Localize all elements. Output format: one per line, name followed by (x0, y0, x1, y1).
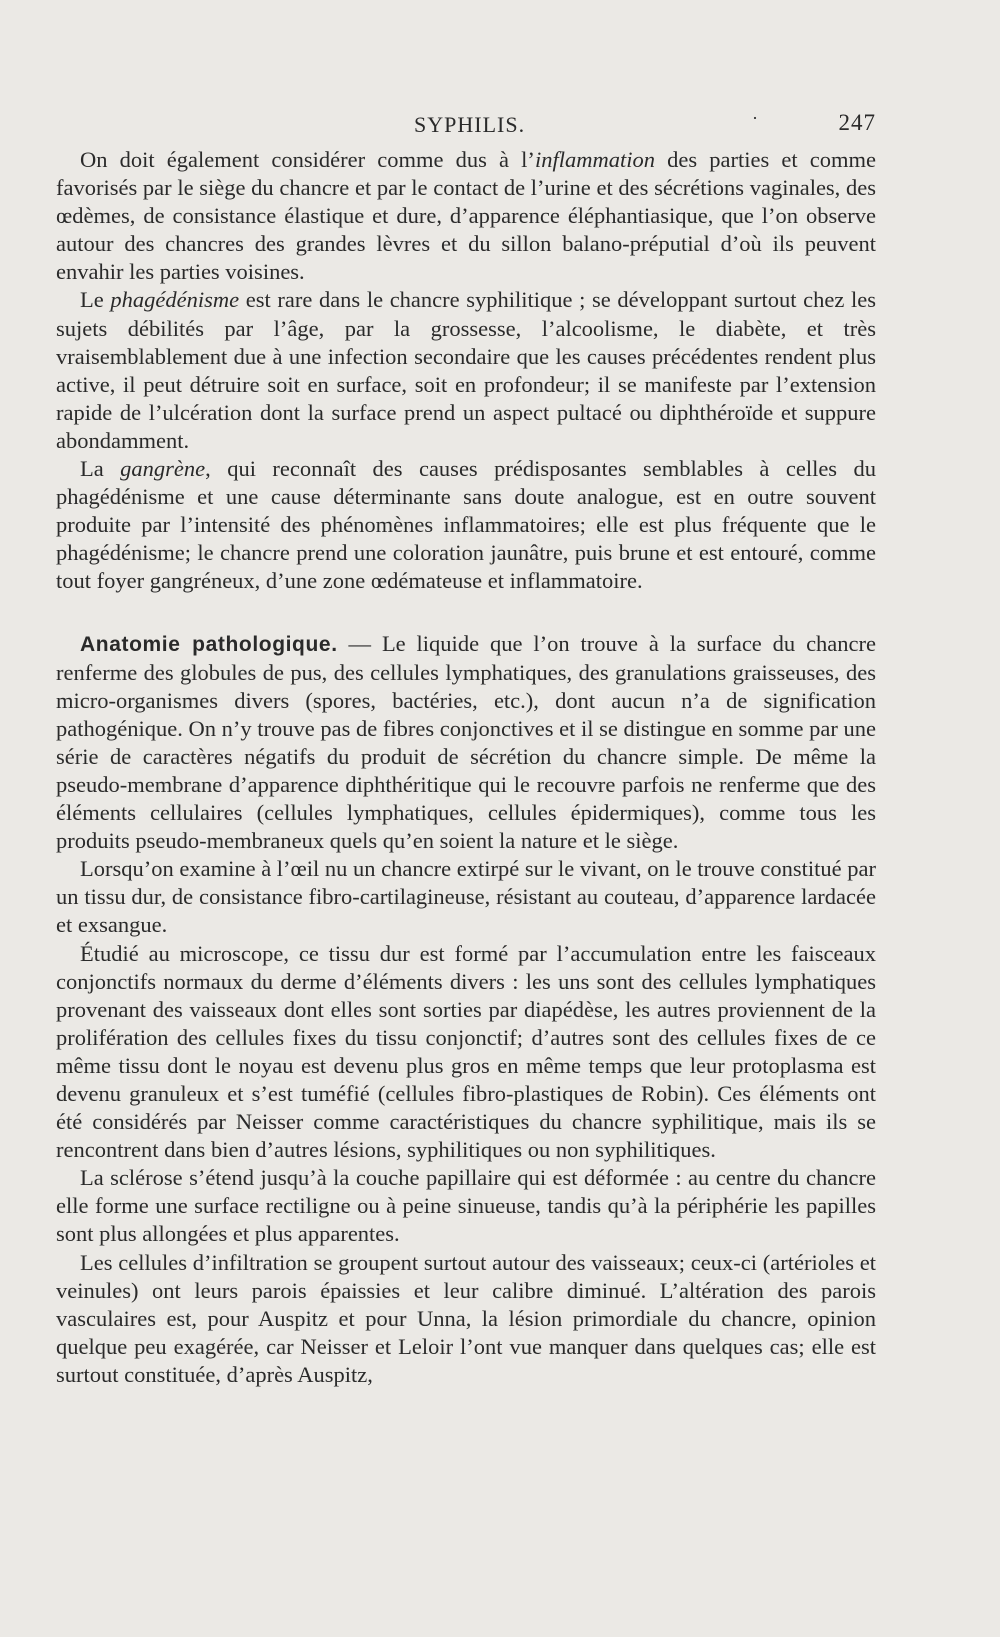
paragraph-gangrene: La gangrène, qui reconnaît des causes prédisposantes semblables à celles du phagédénisme et une cause déterminante sans doute analogue, est en outre souvent produite par l’intensité des phénomènes inflammatoires; elle est plus fréquente que le phagédénisme; le chancre prend une coloration jaunâtre, puis brune et est entouré, comme tout foyer gangréneux, d’une zone œdémateuse et inflammatoire. (56, 456, 877, 594)
paragraph-inflammation: On doit également considérer comme dus à l’inflammation des parties et comme favorisés par le siège du chancre et par le contact de l’urine et des sécrétions vaginales, des œdèmes, de consistance élastique et dure, d’apparence éléphantiasique, que l’on observe autour des chancres des grandes lèvres et du sillon balano-préputial d’où ils peuvent envahir les parties voisines. (56, 147, 876, 285)
italic-term: phagédénisme (110, 287, 240, 313)
paragraph-cellules: Les cellules d’infiltration se groupent surtout autour des vaisseaux; ceux-ci (artérioles et veinules) ont leurs parois épaissies et leur calibre diminué. L’altération des parois vasculaires est, pour Auspitz et pour Unna, la lésion primordiale du chancre, opinion quelque peu exagérée, car Neisser et Leloir l’ont vue manquer dans quelques cas; elle est surtout constituée, d’après Auspitz, (56, 1249, 876, 1387)
paragraph-phagedenisme: Le phagédénisme est rare dans le chancre syphilitique ; se développant surtout chez les sujets débilités par l’âge, par la grossesse, l’alcoolisme, le diabète, et très vraisemblablement due à une infection secondaire que les causes précédentes rendent plus active, il peut détruire soit en surface, soit en profondeur; il se manifeste par l’extension rapide de l’ulcération dont la surface prend un aspect pultacé ou diphthéroïde et suppure abondamment. (56, 287, 876, 453)
section-heading: Anatomie pathologique. (80, 632, 338, 656)
paragraph-sclerose: La sclérose s’étend jusqu’à la couche papillaire qui est déformée : au centre du chancre elle forme une surface rectiligne ou à peine sinueuse, tandis qu’à la périphérie les papilles sont plus allongées et plus apparentes. (56, 1165, 876, 1247)
italic-term: inflammation (534, 147, 655, 172)
paragraph-examen: Lorsqu’on examine à l’œil nu un chancre extirpé sur le vivant, on le trouve constitué par un tissu dur, de consistance fibro-cartilagineuse, résistant au couteau, d’apparence lardacée et exsangue. (56, 856, 876, 938)
page-number: 247 (838, 110, 876, 135)
running-header (56, 104, 876, 144)
page-body (56, 146, 876, 1389)
paragraph-microscope: Étudié au microscope, ce tissu dur est formé par l’accumulation entre les faisceaux conjonctifs normaux du derme d’éléments divers : les uns sont des cellules lymphatiques provenant des vaisseaux dont elles sont sorties par diapédèse, les autres proviennent de la prolifération des cellules fixes du tissu conjonctif; d’autres sont des cellules fixes de ce même tissu dont le noyau est devenu plus gros en même temps que leur protoplasma est devenu granuleux et s’est tuméfié (cellules fibro-plastiques de Robin). Ces éléments ont été considérés par Neisser comme caractéristiques du chancre syphilitique, mais ils se rencontrent dans bien d’autres lésions, syphilitiques ou non syphilitiques. (56, 940, 876, 1163)
italic-term: gangrène (120, 456, 206, 482)
running-title: SYPHILIS. (414, 112, 526, 137)
header-dot: · (752, 108, 759, 128)
paragraph-anatomie: Anatomie pathologique. — Le liquide que l’on trouve à la surface du chancre renferme des globules de pus, des cellules lymphatiques, des granulations graisseuses, des micro-organismes divers (spores, bactéries, etc.), dont aucun n’a de signification pathogénique. On n’y trouve pas de fibres conjonctives et il se distingue en somme par une série de caractères négatifs du produit de sécrétion du chancre simple. De même la pseudo-membrane d’apparence diphthéritique qui le recouvre parfois ne renferme que des éléments cellulaires (cellules lymphatiques, cellules épidermiques), comme tous les produits pseudo-membraneux quels qu’en soient la nature et le siège. (56, 630, 877, 854)
